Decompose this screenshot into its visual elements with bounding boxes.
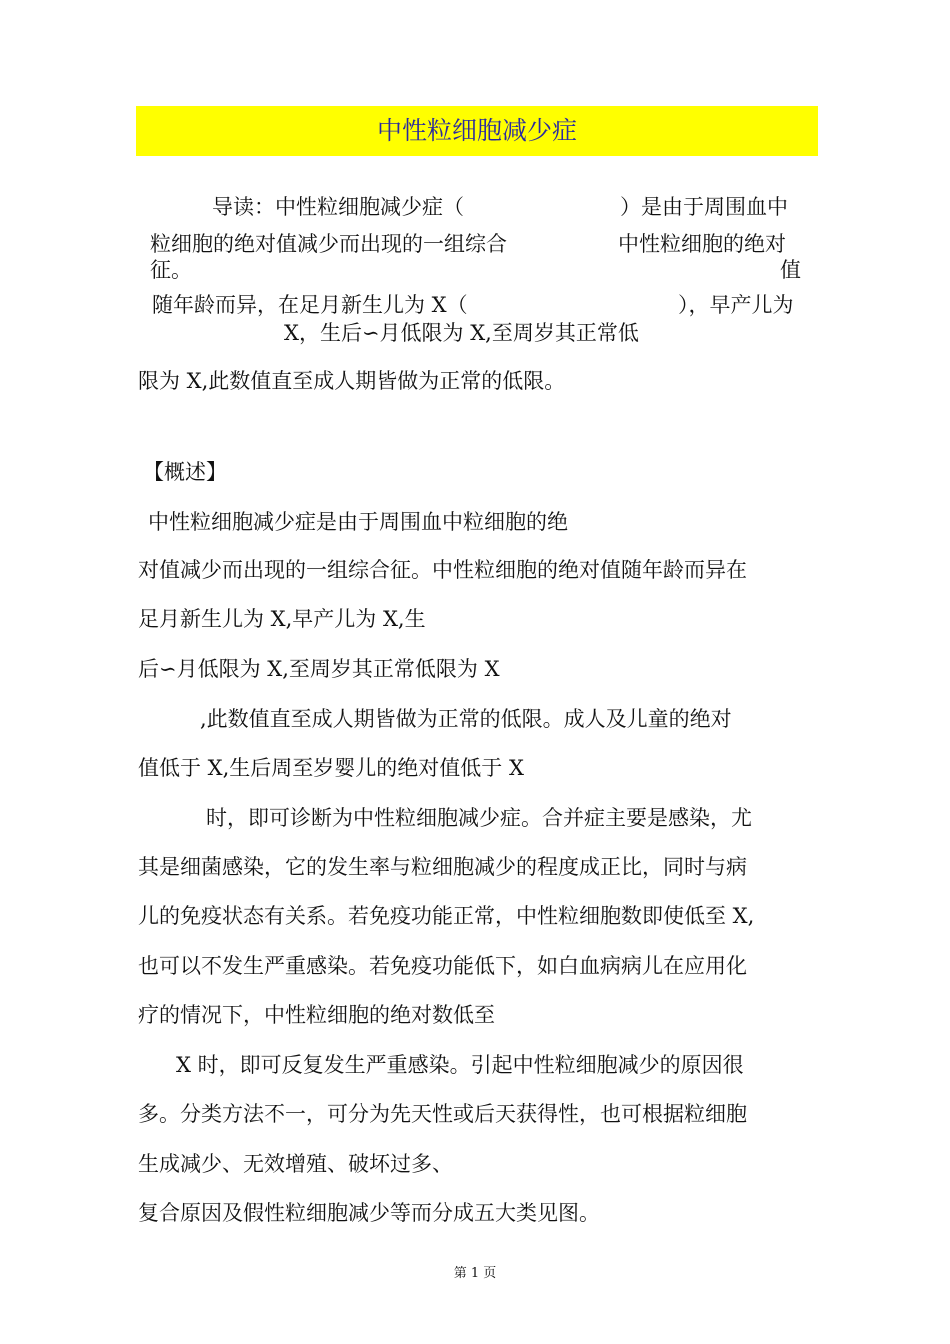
body-line: 值低于 X,生后周至岁婴儿的绝对值低于 X [138,756,524,780]
intro-line-4a: 随年龄而异，在足月新生儿为 X（ [152,293,468,317]
body-line: 疗的情况下，中性粒细胞的绝对数低至 [138,1003,495,1027]
section-heading: 【概述】 [143,460,227,484]
body-line: 复合原因及假性粒细胞减少等而分成五大类见图。 [138,1201,600,1225]
body-line: 时，即可诊断为中性粒细胞减少症。合并症主要是感染，尤 [206,806,752,830]
intro-line-2a: 粒细胞的绝对值减少而出现的一组综合 [150,232,507,256]
body-line: 儿的免疫状态有关系。若免疫功能正常，中性粒细胞数即使低至 X, [138,904,755,928]
body-line: 中性粒细胞减少症是由于周围血中粒细胞的绝 [148,510,568,534]
document-title: 中性粒细胞减少症 [136,106,818,156]
intro-line-4b: ），早产儿为 [678,293,794,317]
body-line: 其是细菌感染，它的发生率与粒细胞减少的程度成正比，同时与病 [138,855,747,879]
intro-line-2b: 中性粒细胞的绝对 [618,232,786,256]
intro-line-5: X，生后∽月低限为 X,至周岁其正常低 [284,321,639,345]
body-line: 足月新生儿为 X,早产儿为 X,生 [138,607,426,631]
body-line: 也可以不发生严重感染。若免疫功能低下，如白血病病儿在应用化 [138,954,747,978]
body-line: 对值减少而出现的一组综合征。中性粒细胞的绝对值随年龄而异在 [138,558,747,582]
intro-line-1a: 导读：中性粒细胞减少症（ [212,195,464,219]
intro-line-3b: 值 [780,258,801,282]
intro-line-1b: ）是由于周围血中 [620,195,788,219]
body-line: 多。分类方法不一，可分为先天性或后天获得性，也可根据粒细胞 [138,1102,747,1126]
body-line: ,此数值直至成人期皆做为正常的低限。成人及儿童的绝对 [200,707,732,731]
page-number: 第 1 页 [453,1266,497,1281]
body-line: X 时，即可反复发生严重感染。引起中性粒细胞减少的原因很 [176,1053,744,1077]
intro-line-6: 限为 X,此数值直至成人期皆做为正常的低限。 [138,369,566,393]
body-line: 后∽月低限为 X,至周岁其正常低限为 X [138,657,500,681]
intro-line-3a: 征。 [150,258,192,282]
body-line: 生成减少、无效增殖、破坏过多、 [138,1152,453,1176]
